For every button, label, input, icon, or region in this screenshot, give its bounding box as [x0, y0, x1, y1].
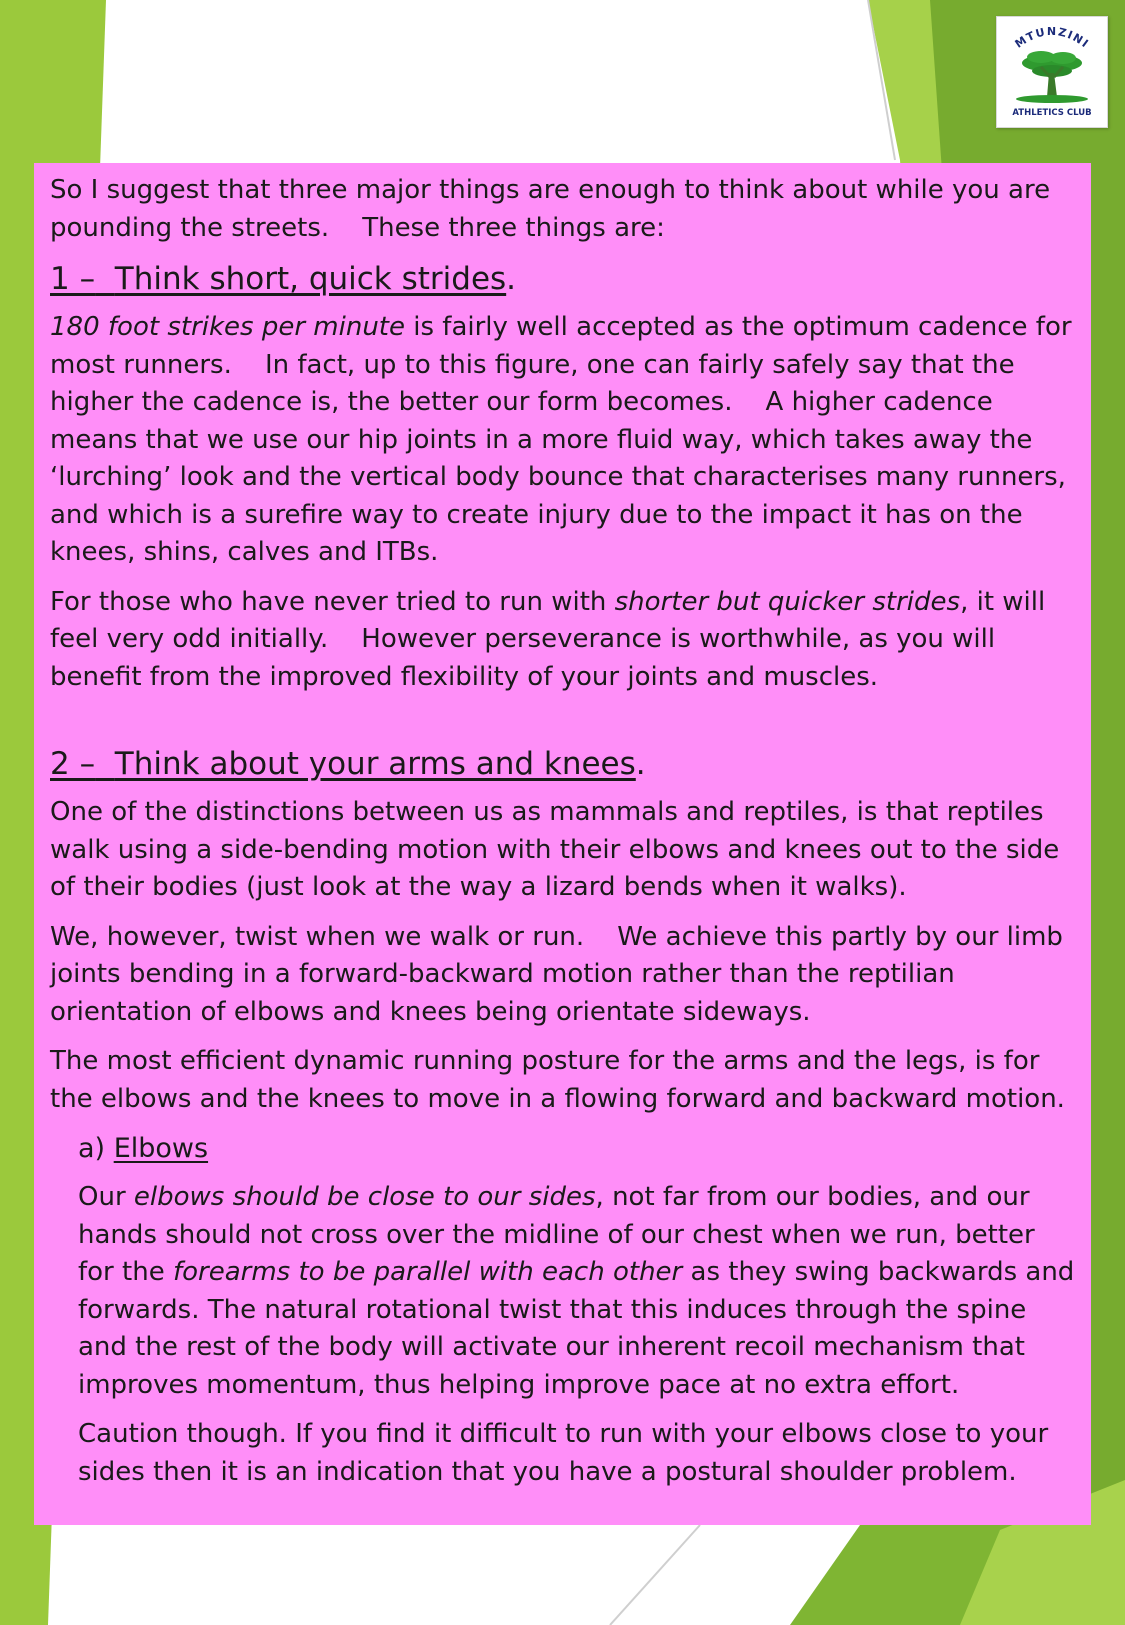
tree-logo-icon: [997, 17, 1107, 127]
club-logo: [996, 16, 1108, 128]
section-2-paragraph-3: The most efficient dynamic running posture for the arms and the legs, is for the elbows and the knees to move in a flowing forward and backward motion.: [50, 1046, 1065, 1114]
logo-bottom-text: ATHLETICS CLUB: [1012, 108, 1092, 118]
subsection-a-heading: [78, 1130, 1077, 1167]
s1p1-text-a: is fairly well accepted as the optimum cadence for most runners.: [50, 312, 1072, 380]
cadence-emphasis: 180 foot strikes per minute: [50, 312, 405, 342]
forearms-emphasis: forearms to be parallel with each other: [172, 1257, 683, 1287]
intro-paragraph: [50, 172, 1077, 247]
subsection-a-marker: a): [78, 1133, 106, 1164]
elbows-emphasis: elbows should be close to our sides: [133, 1182, 596, 1212]
sap1-text-c: as they swing backwards and forwards. The natural rotational twist that this induces through the spine and the rest of the body will activate our inherent recoil mechanism that improves momentum, thus helping improve pace at no extra effort.: [78, 1257, 1075, 1400]
intro-text-a: So I suggest that three major things are enough to think about while you are pounding the streets.: [50, 175, 1051, 243]
section-2-number: 2 –: [50, 746, 96, 782]
s1p1-text-b: In fact, up to this figure, one can fairly safely say that the higher the cadence is, the better our form becomes.: [50, 349, 1015, 417]
sap1-text-b: , not far from our bodies, and our hands should not cross over the midline of our chest when we run, better for the: [78, 1182, 1035, 1287]
s1p2-text-c: However perseverance is worthwhile, as you will benefit from the improved flexibility of your joints and muscles.: [50, 624, 996, 692]
section-2-heading: 2 – Think about your arms and knees.: [50, 746, 646, 782]
section-2-paragraph-1: One of the distinctions between us as mammals and reptiles, is that reptiles walk using a side-bending motion with their elbows and knees out to the side of their bodies (just look at the way a lizard bends when it walks).: [50, 797, 1060, 902]
strides-emphasis: shorter but quicker strides: [614, 586, 961, 617]
subsection-a-paragraph-2: Caution though. If you find it difficult to run with your elbows close to your sides then it is an indication that you have a postural shoulder problem.: [78, 1419, 1049, 1487]
s1p2-text-a: For those who have never tried to run with: [50, 586, 615, 617]
s2p2-text-b: We achieve this partly by our limb joints bending in a forward-backward motion rather than the reptilian orientation of elbows and knees being orientate sideways.: [50, 921, 1063, 1027]
bottom-thin-line: [610, 1525, 700, 1625]
subsection-a-title: Elbows: [113, 1133, 209, 1164]
section-1-heading: 1 – Think short, quick strides.: [50, 261, 517, 297]
s2p2-text-a: We, however, twist when we walk or run.: [50, 921, 585, 952]
section-1-title: Think short, quick strides: [114, 261, 507, 297]
section-2-paragraph-2: [50, 919, 1077, 1032]
subsection-a-paragraph-1: [78, 1179, 1077, 1404]
section-1-paragraph-2: [50, 584, 1077, 697]
svg-text:MTUNZINI: [1013, 25, 1092, 51]
s1p1-text-c: A higher cadence means that we use our hip joints in a more fluid way, which takes away the ‘lurching’ look and the vertical body bounce that characterises many runners, and which is a surefire way to create injury due to the impact it has on the knees, shins, calves and ITBs.: [50, 387, 1066, 567]
section-spacer: [50, 708, 1077, 744]
section-2-title: Think about your arms and knees: [114, 746, 636, 782]
section-1-paragraph-1: [50, 309, 1077, 572]
content-panel: [34, 163, 1091, 1525]
sap1-text-a: Our: [78, 1182, 134, 1212]
s1p2-text-b: , it will feel very odd initially.: [50, 586, 1046, 654]
section-1-number: 1 –: [50, 261, 96, 297]
logo-arc-text: MTUNZINI: [1012, 24, 1092, 51]
intro-text-b: These three things are:: [362, 212, 665, 243]
